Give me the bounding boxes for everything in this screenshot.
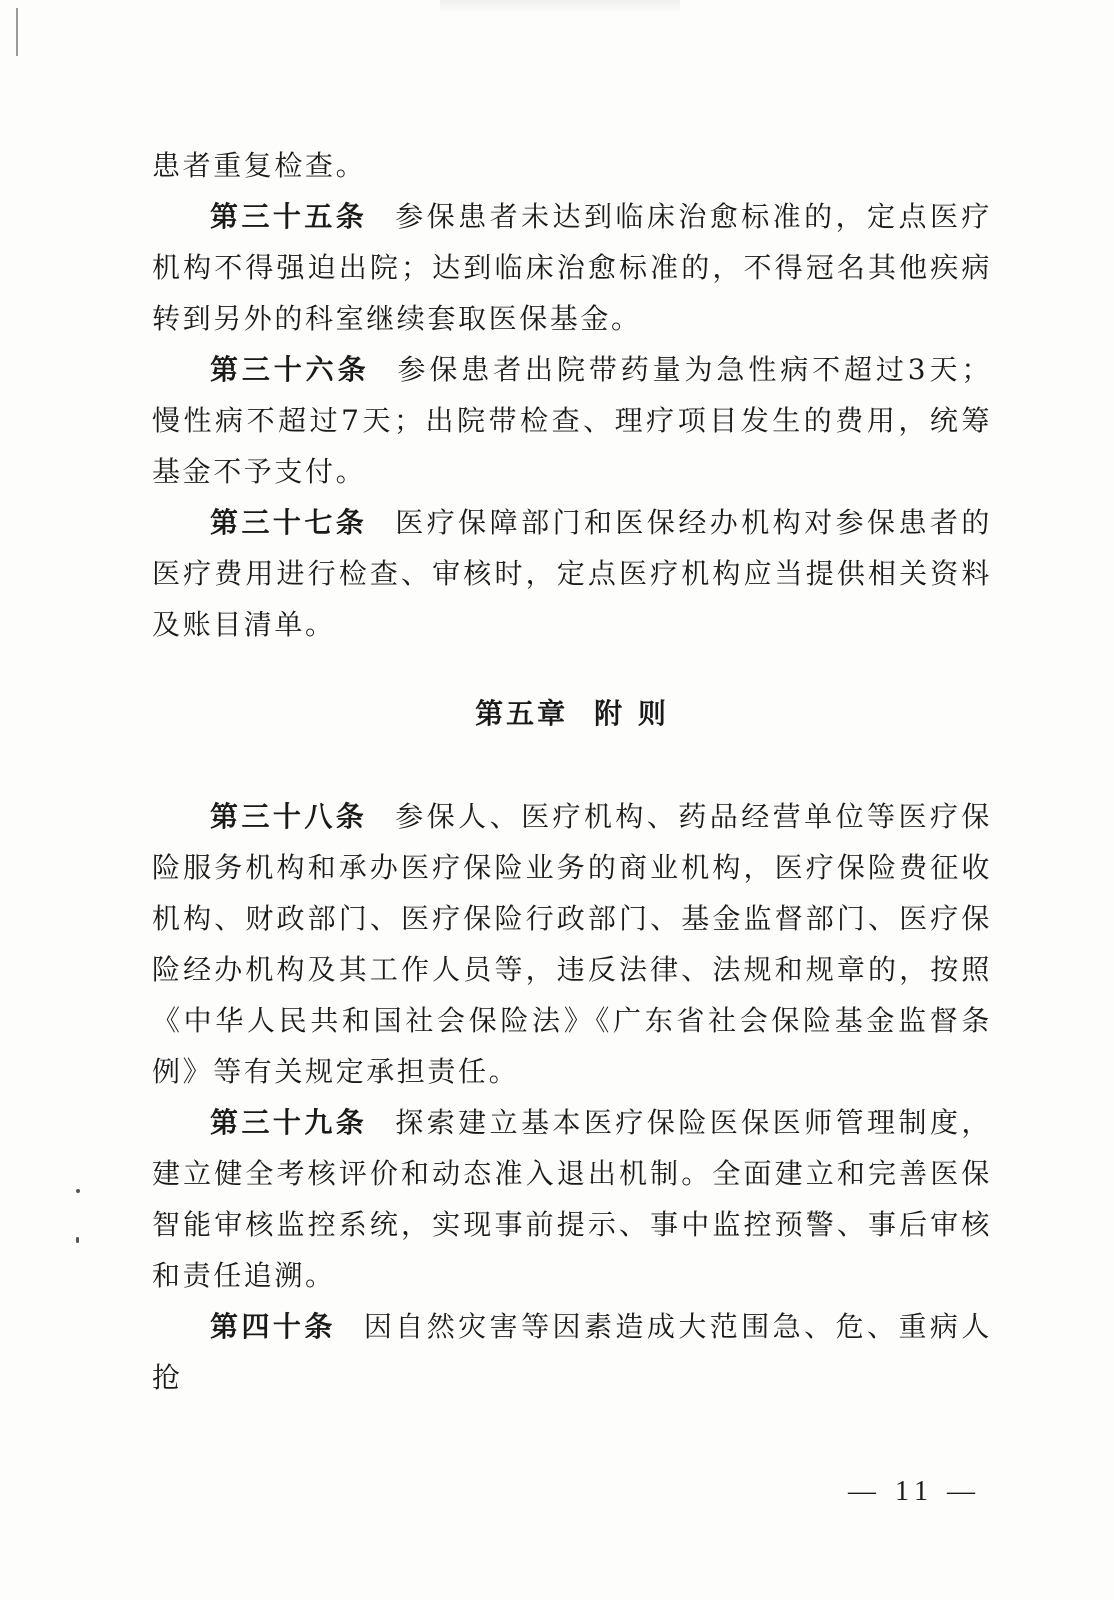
article-number: 第三十七条 [210,506,368,539]
chapter-number: 第五章 [475,697,569,730]
scan-edge-mark [16,8,18,56]
stray-dot [76,1189,80,1193]
article-37 [152,497,992,650]
chapter-name: 附 则 [594,697,669,730]
article-text: 参保患者未达到临床治愈标准的，定点医疗机构不得强迫出院；达到临床治愈标准的，不得冠名其他疾病转到另外的科室继续套取医保基金。 [152,200,992,335]
article-number: 第三十六条 [210,353,370,386]
continuation-text: 患者重复检查。 [152,149,367,182]
stray-dot [76,1237,79,1243]
document-body [152,140,992,1403]
article-text: 医疗保障部门和医保经办机构对参保患者的医疗费用进行检查、审核时，定点医疗机构应当提供相关资料及账目清单。 [152,506,992,641]
continuation-paragraph [152,140,992,191]
article-number: 第三十五条 [210,200,368,233]
page-number: — 11 — [848,1476,981,1507]
article-38 [152,791,992,1097]
article-text: 参保患者出院带药量为急性病不超过3天；慢性病不超过7天；出院带检查、理疗项目发生的费用，统筹基金不予支付。 [152,353,992,488]
scan-shadow [440,0,680,14]
article-number: 第四十条 [210,1310,336,1343]
article-text: 参保人、医疗机构、药品经营单位等医疗保险服务机构和承办医疗保险业务的商业机构，医疗保险费征收机构、财政部门、医疗保险行政部门、基金监督部门、医疗保险经办机构及其工作人员等，违反法律、法规和规章的，按照《中华人民共和国社会保险法》《广东省社会保险基金监督条例》等有关规定承担责任。 [152,800,992,1088]
article-39 [152,1097,992,1301]
article-35 [152,191,992,344]
article-text: 探索建立基本医疗保险医保医师管理制度，建立健全考核评价和动态准入退出机制。全面建立和完善医保智能审核监控系统，实现事前提示、事中监控预警、事后审核和责任追溯。 [152,1106,992,1292]
article-number: 第三十八条 [210,800,368,833]
article-number: 第三十九条 [210,1106,368,1139]
chapter-heading [152,685,992,743]
article-40 [152,1301,992,1403]
article-text: 因自然灾害等因素造成大范围急、危、重病人抢 [152,1310,992,1394]
article-36 [152,344,992,497]
